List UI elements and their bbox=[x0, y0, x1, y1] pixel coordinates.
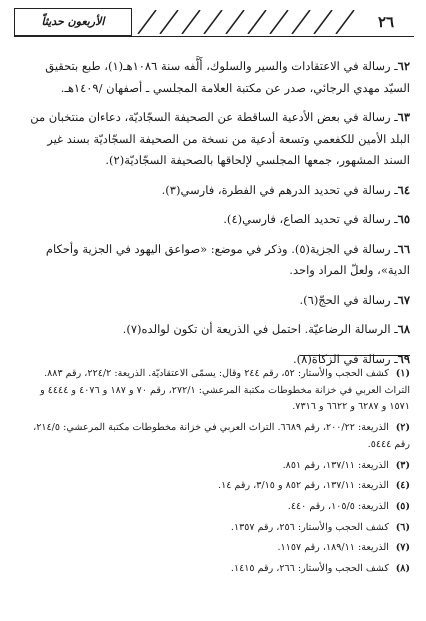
list-item: ٦٨ـ الرسالة الرضاعيّة. احتمل في الذريعة أن تكون لوالده(٧). bbox=[122, 322, 410, 336]
list-item: ٦٦ـ رسالة في الجزية(٥). وذكر في موضع: «صواعق اليهود في الجزية وأحكام الدية»، ولعلّ المراد واحد. bbox=[45, 241, 410, 277]
list-item: ٦٧ـ رسالة في الحجّ(٦). bbox=[299, 292, 410, 307]
footnote: (٥) الذريعة: ١٠٥/٥، رقم ٤٤٠. bbox=[287, 500, 410, 512]
list-item: ٦٢ـ رسالة في الاعتقادات والسير والسلوك، أَلَّفه سنة ١٠٨٦هـ(١)، طبع بتحقيق السيّد مهدي الرجائي، صدر عن مكتبة العلامة المجلسي ـ أصفهان /١٤٠٩هـ. bbox=[45, 59, 410, 95]
page-header bbox=[14, 8, 414, 38]
list-item: ٦٥ـ رسالة في تحديد الصاع، فارسي(٤). bbox=[223, 212, 410, 226]
footnote-separator bbox=[300, 355, 410, 356]
footnote: (٨) كشف الحجب والأستار: ٢٦٦، رقم ١٤١٥. bbox=[230, 563, 410, 575]
footnote: (٧) الذريعة: ١٨٩/١١، رقم ١١٥٧. bbox=[277, 542, 410, 554]
footnote: (٤) الذريعة: ١٣٧/١١، رقم ٨٥٢ و ٣/١٥، رقم ١٤. bbox=[218, 480, 410, 492]
footnote: (٣) الذريعة: ١٣٧/١١، رقم ٨٥١. bbox=[282, 459, 410, 471]
list-item: ٦٣ـ رسالة في بعض الأدعية الساقطة عن الصحيفة السجّاديّة، دعاءان منتخبان من البلد الأمين للكفعمي وتسعة أدعية من نسخة من الصحيفة السجّاديّة بسند غير السند المشهور، جمعها المجلسي لإلحاقها بالصحيفة السجّاديّة(٢). bbox=[30, 110, 410, 167]
list-item: ٦٩ـ رسالة في الزكاة(٨). bbox=[292, 351, 410, 366]
header-rule bbox=[14, 36, 414, 37]
page-number: ٢٦ bbox=[377, 13, 395, 31]
footnote: (٢) الذريعة: ٢٠٠/٢٢، رقم ٦٦٨٩. التراث العربي في خزانة مخطوطات مكتبة المرعشي: ٢١٤/٥، رقم ٥٤٤٤. bbox=[33, 422, 410, 450]
footnotes bbox=[18, 366, 410, 582]
footnote: (٦) كشف الحجب والأستار: ٢٥٦، رقم ١٣٥٧. bbox=[230, 521, 410, 533]
main-text bbox=[18, 56, 410, 372]
footnote: (١) كشف الحجب والأستار: ٥٢، رقم ٢٤٤ وقال: يسمّى الاعتقاديّة. الذريعة: ٢٢٤/٢، رقم ٨٨٣. التراث العربي في خزانة مخطوطات مكتبة المرعشي: ٢٧٢/١، رقم ٧٠ و ١٨٧ و ٤٠٧٦ و ٤٤٤٤ و ١٥٧١ و ٦٢٨٧ و ٦٦٢٢ و ٧٣١٦. bbox=[40, 368, 410, 413]
list-item: ٦٤ـ رسالة في تحديد الدرهم في الفطرة، فارسي(٣). bbox=[161, 182, 410, 197]
header-hatch-decoration bbox=[134, 10, 366, 34]
running-title: الأربعون حديثاً bbox=[14, 8, 132, 36]
